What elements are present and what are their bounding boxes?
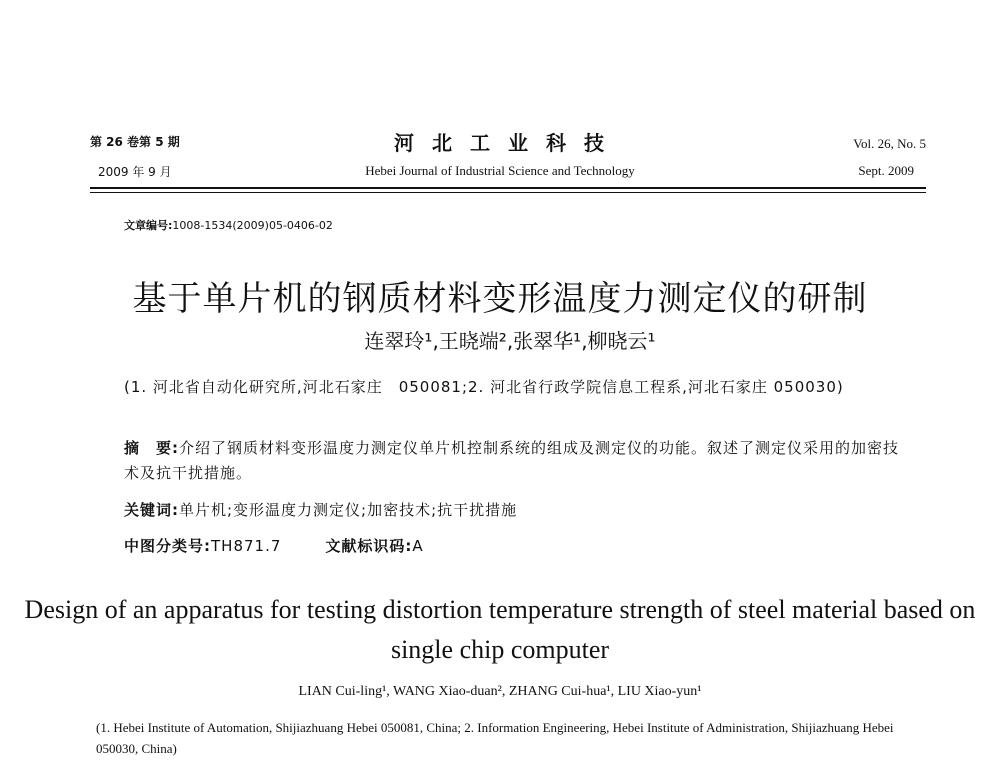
abstract-label: 摘 要:: [124, 439, 179, 457]
header-rule-thin: [90, 192, 926, 193]
clc-value: TH871.7: [211, 537, 282, 555]
date-en: Sept. 2009: [858, 163, 914, 178]
clc-label: 中图分类号:: [124, 537, 211, 555]
authors-en: LIAN Cui-ling¹, WANG Xiao-duan², ZHANG Cui-hua¹, LIU Xiao-yun¹: [298, 684, 702, 699]
keywords-cn: [124, 498, 914, 523]
abstract-text: 介绍了钢质材料变形温度力测定仪单片机控制系统的组成及测定仪的功能。叙述了测定仪采用的加密技术及抗干扰措施。: [124, 439, 900, 482]
title-cn: 基于单片机的钢质材料变形温度力测定仪的研制: [132, 279, 868, 319]
abstract-cn: [124, 436, 914, 486]
doc-code-value: A: [412, 537, 424, 555]
keywords-text: 单片机;变形温度力测定仪;加密技术;抗干扰措施: [179, 501, 518, 519]
article-number-label: 文章编号:: [124, 219, 173, 232]
journal-name-cn: 河北工业科技: [394, 131, 622, 155]
journal-name-en: Hebei Journal of Industrial Science and Technology: [365, 163, 635, 178]
volume-issue-en: Vol. 26, No. 5: [853, 136, 926, 151]
doc-code-label: 文献标识码:: [325, 537, 413, 555]
date-cn: 2009 年 9 月: [98, 165, 172, 179]
title-en: Design of an apparatus for testing distortion temperature strength of steel material based on single chip computer: [24, 595, 976, 664]
header-rule-thick: [90, 187, 926, 189]
article-number-value: 1008-1534(2009)05-0406-02: [172, 219, 333, 232]
authors-cn: 连翠玲¹,王晓端²,张翠华¹,柳晓云¹: [364, 329, 656, 353]
affiliation-en: (1. Hebei Institute of Automation, Shijiazhuang Hebei 050081, China; 2. Information Engineering, Hebei Institute of Administration, Shijiazhuang Hebei 050030, China): [96, 720, 894, 756]
keywords-label: 关键词:: [124, 501, 179, 519]
affiliation-cn: (1. 河北省自动化研究所,河北石家庄 050081;2. 河北省行政学院信息工程系,河北石家庄 050030): [124, 378, 844, 396]
volume-issue-cn: 第 26 卷第 5 期: [90, 135, 180, 149]
classification-line: [124, 534, 914, 559]
article-number: [124, 217, 333, 233]
